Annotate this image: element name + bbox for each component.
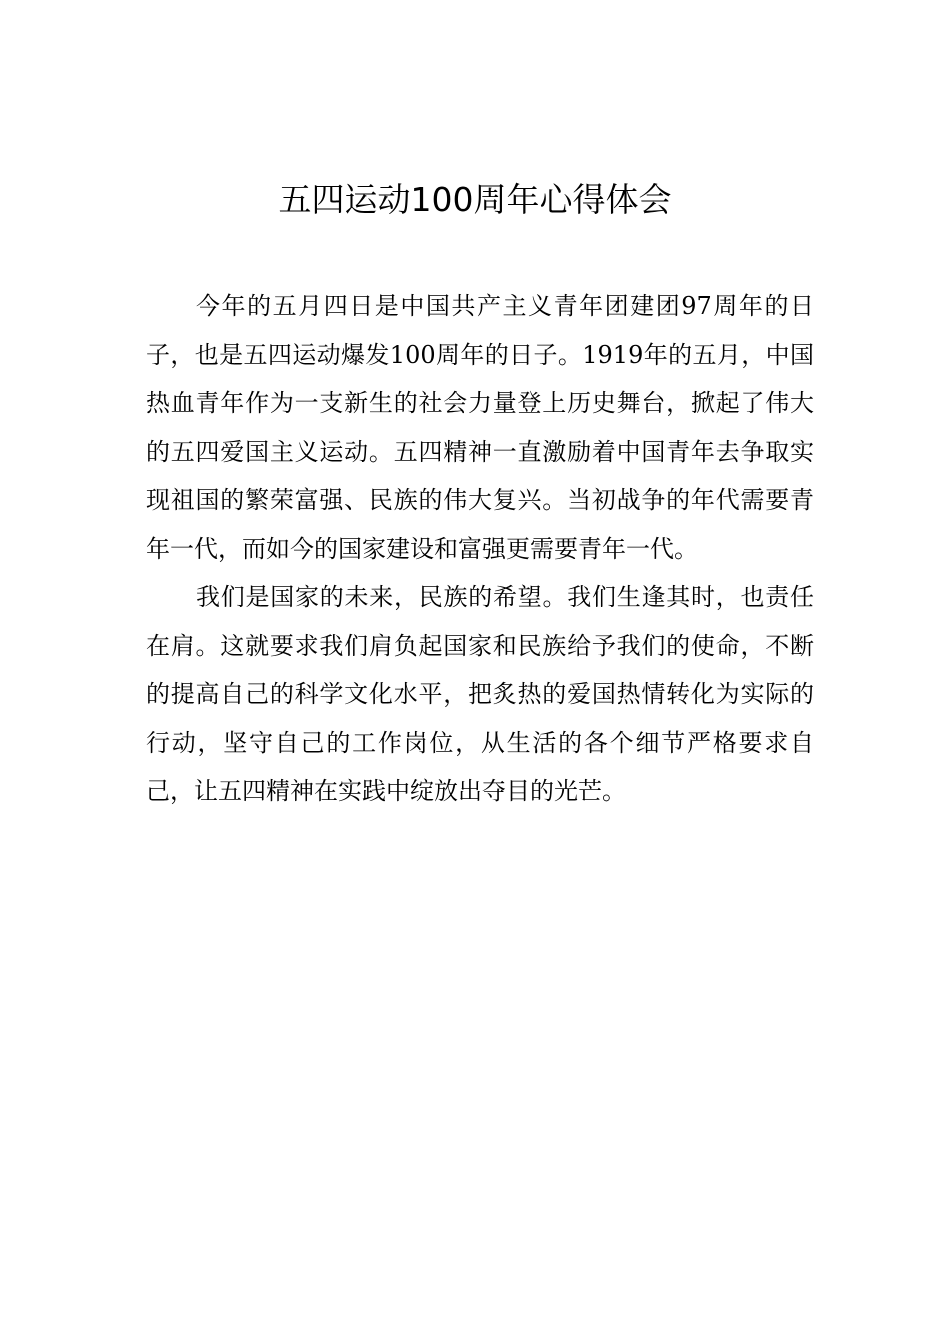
paragraph-1: 今年的五月四日是中国共产主义青年团建团97周年的日子，也是五四运动爆发100周年的日子。1919年的五月，中国热血青年作为一支新生的社会力量登上历史舞台，掀起了伟大的五四爱国主义运动。五四精神一直激励着中国青年去争取实现祖国的繁荣富强、民族的伟大复兴。当初战争的年代需要青年一代，而如今的国家建设和富强更需要青年一代。 <box>146 292 814 563</box>
paragraph-2: 我们是国家的未来，民族的希望。我们生逢其时，也责任在肩。这就要求我们肩负起国家和民族给予我们的使命，不断的提高自己的科学文化水平，把炙热的爱国热情转化为实际的行动，坚守自己的工作岗位，从生活的各个细节严格要求自己，让五四精神在实践中绽放出夺目的光芒。 <box>146 583 814 805</box>
document-title: 五四运动100周年心得体会 <box>278 180 672 219</box>
document-body <box>146 282 814 816</box>
